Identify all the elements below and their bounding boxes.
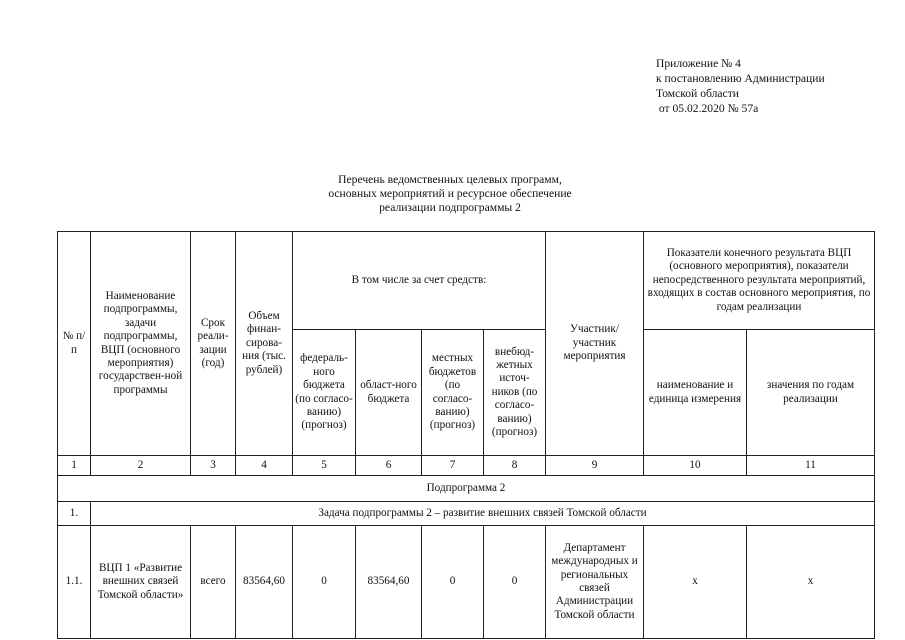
table-row xyxy=(58,526,875,639)
col-number: 10 xyxy=(644,456,747,476)
header-federal: федераль-ного бюджета (по согласо-ванию) (прогноз) xyxy=(293,330,356,456)
subprogram-row: Подпрограмма 2 xyxy=(58,476,875,502)
appendix-line: к постановлению Администрации xyxy=(656,72,825,85)
row-participant: Департамент международных и региональных связей Администрации Томской области xyxy=(546,526,644,639)
row-volume: 83564,60 xyxy=(236,526,293,639)
row-name: ВЦП 1 «Развитие внешних связей Томской области» xyxy=(91,526,191,639)
header-regional: област-ного бюджета xyxy=(356,330,422,456)
row-offbudget: 0 xyxy=(484,526,546,639)
col-number: 5 xyxy=(293,456,356,476)
header-name: Наименование подпрограммы, задачи подпрограммы, ВЦП (основного мероприятия) государствен-ной программы xyxy=(91,232,191,456)
row-term: всего xyxy=(191,526,236,639)
task-num: 1. xyxy=(58,502,91,526)
header-participant: Участник/ участник мероприятия xyxy=(546,232,644,456)
appendix-line: Томской области xyxy=(656,87,739,100)
header-num: № п/п xyxy=(58,232,91,456)
col-number: 8 xyxy=(484,456,546,476)
row-ind-values: x xyxy=(747,526,875,639)
header-including: В том числе за счет средств: xyxy=(293,232,546,330)
col-number: 4 xyxy=(236,456,293,476)
col-number: 3 xyxy=(191,456,236,476)
col-number: 7 xyxy=(422,456,484,476)
header-term: Срок реали-зации (год) xyxy=(191,232,236,456)
task-text: Задача подпрограммы 2 – развитие внешних связей Томской области xyxy=(91,502,875,526)
row-federal: 0 xyxy=(293,526,356,639)
column-numbers-row xyxy=(58,456,875,476)
header-local: местных бюджетов (по согласо-ванию) (прогноз) xyxy=(422,330,484,456)
row-ind-name: x xyxy=(644,526,747,639)
title-line: Перечень ведомственных целевых программ, xyxy=(338,173,562,186)
title-line: основных мероприятий и ресурсное обеспечение xyxy=(328,187,572,200)
appendix-note xyxy=(656,56,825,116)
row-local: 0 xyxy=(422,526,484,639)
header-ind-name: наименование и единица измерения xyxy=(644,330,747,456)
col-number: 11 xyxy=(747,456,875,476)
appendix-line: Приложение № 4 xyxy=(656,57,741,70)
programs-table xyxy=(57,231,875,639)
document-title xyxy=(300,173,600,215)
header-ind-values: значения по годам реализации xyxy=(747,330,875,456)
header-indicators: Показатели конечного результата ВЦП (основного мероприятия), показатели непосредственного результата мероприятий, входящих в состав основного мероприятия, по годам реализации xyxy=(644,232,875,330)
appendix-line: от 05.02.2020 № 57а xyxy=(656,102,759,115)
row-num: 1.1. xyxy=(58,526,91,639)
col-number: 9 xyxy=(546,456,644,476)
col-number: 6 xyxy=(356,456,422,476)
col-number: 2 xyxy=(91,456,191,476)
col-number: 1 xyxy=(58,456,91,476)
header-offbudget: внебюд-жетных источ-ников (по согласо-ванию) (прогноз) xyxy=(484,330,546,456)
title-line: реализации подпрограммы 2 xyxy=(379,201,521,214)
header-volume: Объем финан-сирова-ния (тыс. рублей) xyxy=(236,232,293,456)
row-regional: 83564,60 xyxy=(356,526,422,639)
